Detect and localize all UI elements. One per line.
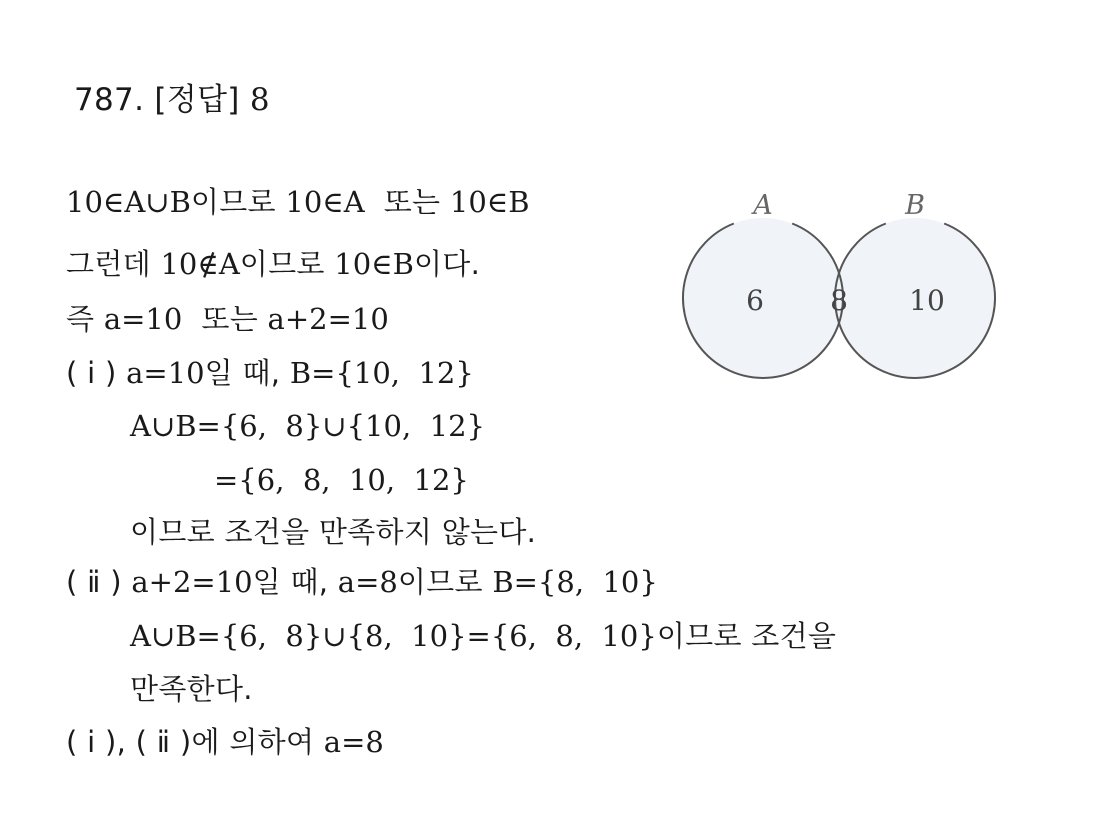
case-marker: ( ⅰ )	[66, 356, 127, 390]
solution-text: 이므로	[190, 185, 286, 219]
answer-value: 8	[249, 82, 270, 118]
set-b-label: B	[905, 190, 925, 221]
math-expression: 10∈A∪B	[66, 185, 191, 219]
region-only-b: 10	[909, 284, 945, 317]
solution-text: 또는	[182, 302, 268, 336]
math-expression: a=10	[126, 356, 205, 390]
math-expression: a+2=10	[267, 302, 389, 336]
solution-line-3	[66, 301, 389, 337]
math-expression: A∪B={6, 8}∪{8, 10}={6, 8, 10}	[130, 619, 657, 653]
problem-number: 787.	[74, 82, 145, 118]
solution-text: 이다.	[413, 247, 481, 281]
math-expression: a=8	[323, 725, 384, 759]
solution-line-5	[130, 408, 485, 444]
solution-text: 이므로 조건을 만족하지 않는다.	[130, 515, 537, 549]
venn-diagram	[670, 180, 1010, 410]
solution-text: 일 때,	[204, 356, 290, 390]
math-expression: B={10, 12}	[289, 356, 474, 390]
region-intersection: 8	[830, 284, 848, 317]
solution-line-10	[130, 671, 253, 707]
math-expression: 10∉A	[160, 247, 240, 281]
math-expression: a=8	[337, 565, 398, 599]
set-a-label: A	[753, 190, 773, 221]
math-expression: B={8, 10}	[492, 565, 658, 599]
math-expression: ={6, 8, 10, 12}	[214, 463, 469, 497]
solution-text: 그런데	[66, 247, 161, 281]
answer-tag: [정답]	[154, 82, 240, 118]
math-expression: 10∈B	[449, 185, 530, 219]
region-only-a: 6	[746, 284, 764, 317]
math-expression: a+2=10	[131, 565, 253, 599]
problem-header	[74, 82, 270, 118]
solution-line-4	[66, 355, 474, 391]
solution-text: 일 때,	[252, 565, 338, 599]
solution-line-7	[130, 514, 536, 550]
solution-line-8	[66, 564, 658, 600]
math-expression: a=10	[103, 302, 183, 336]
solution-line-6	[214, 462, 469, 498]
solution-line-9	[130, 618, 836, 654]
solution-line-2	[66, 246, 480, 282]
solution-text: 이므로	[239, 247, 335, 281]
solution-line-1	[66, 184, 530, 220]
solution-text: 이므로 조건을	[656, 619, 837, 653]
math-expression: 10∈A	[285, 185, 365, 219]
math-expression: 10∈B	[334, 247, 414, 281]
solution-text: 또는	[364, 185, 450, 219]
solution-text: 만족한다.	[130, 672, 253, 706]
solution-text: ( ⅰ ), ( ⅱ )에 의하여	[66, 725, 324, 759]
math-expression: A∪B={6, 8}∪{10, 12}	[130, 409, 485, 443]
case-marker: ( ⅱ )	[66, 565, 132, 599]
solution-line-11	[66, 724, 384, 760]
solution-text: 이므로	[397, 565, 493, 599]
solution-text: 즉	[66, 302, 104, 336]
